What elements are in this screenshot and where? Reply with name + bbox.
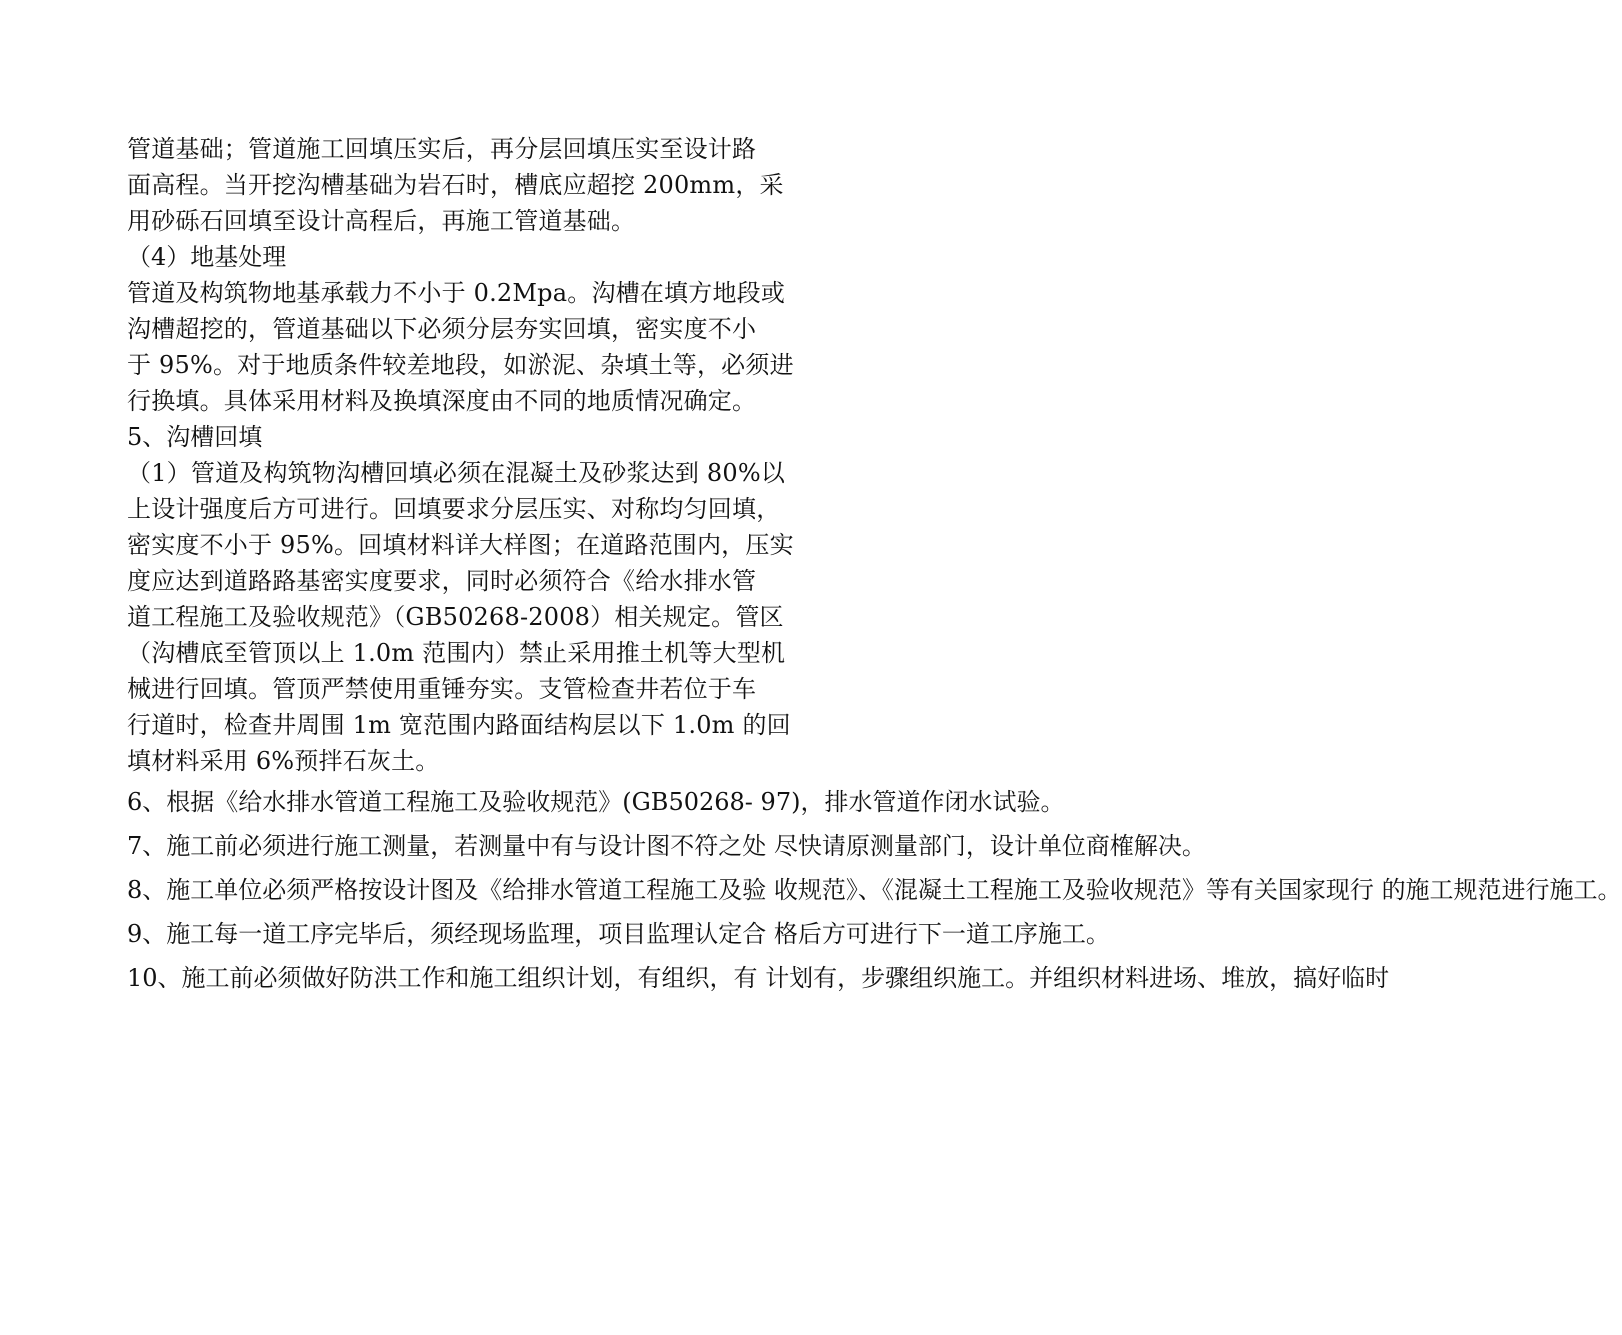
- item-8: [127, 872, 1622, 908]
- heading-trench-backfill: 5、沟槽回填: [127, 423, 263, 451]
- text-line: 填材料采用 6%预拌石灰土。: [127, 747, 440, 775]
- text-line: 格后方可进行下一道工序施工。: [773, 920, 1110, 948]
- text-line: 度应达到道路路基密实度要求，同时必须符合《给水排水管: [127, 567, 757, 595]
- text-line: 6、根据《给水排水管道工程施工及验收规范》(GB50268-: [127, 788, 753, 816]
- text-line: （沟槽底至管顶以上 1.0m 范围内）禁止采用推土机等大型机: [127, 639, 786, 667]
- text-line: 用砂砾石回填至设计高程后，再施工管道基础。: [127, 207, 636, 235]
- heading-foundation-treatment: （4）地基处理: [127, 243, 287, 271]
- text-line: 9、施工每一道工序完毕后，须经现场监理，项目监理认定合: [127, 920, 767, 948]
- item-10: [127, 960, 1390, 996]
- item-9: [127, 916, 1110, 952]
- text-line: 上设计强度后方可进行。回填要求分层压实、对称均匀回填，: [127, 495, 781, 523]
- paragraph-pipe-foundation: [127, 131, 827, 239]
- text-line: （1）管道及构筑物沟槽回填必须在混凝土及砂浆达到 80%以: [127, 459, 786, 487]
- text-line: 尽快请原测量部门，设计单位商榷解决。: [773, 832, 1206, 860]
- text-line: 密实度不小于 95%。回填材料详大样图；在道路范围内，压实: [127, 531, 794, 559]
- text-line: 收规范》、《混凝土工程施工及验收规范》等有关国家现行: [773, 876, 1374, 904]
- text-line: 道工程施工及验收规范》（GB50268-2008）相关规定。管区: [127, 603, 784, 631]
- text-line: 10、施工前必须做好防洪工作和施工组织计划，有组织，有: [127, 964, 758, 992]
- document-body: [127, 131, 1622, 996]
- text-line: 的施工规范进行施工。: [1381, 876, 1622, 904]
- text-line: 行道时，检查井周围 1m 宽范围内路面结构层以下 1.0m 的回: [127, 711, 791, 739]
- text-line: 计划有，步骤组织施工。并组织材料进场、堆放，搞好临时: [765, 964, 1390, 992]
- text-line: 97)，排水管道作闭水试验。: [760, 788, 1065, 816]
- text-line: 管道基础；管道施工回填压实后，再分层回填压实至设计路: [127, 135, 757, 163]
- paragraph-foundation-treatment: [127, 275, 827, 419]
- text-line: 管道及构筑物地基承载力不小于 0.2Mpa。沟槽在填方地段或: [127, 279, 786, 307]
- text-line: 7、施工前必须进行施工测量，若测量中有与设计图不符之处: [127, 832, 767, 860]
- item-6: [127, 784, 1065, 820]
- paragraph-trench-backfill: [127, 455, 827, 779]
- text-line: 沟槽超挖的，管道基础以下必须分层夯实回填，密实度不小: [127, 315, 757, 343]
- text-line: 于 95%。对于地质条件较差地段，如淤泥、杂填土等，必须进: [127, 351, 794, 379]
- text-line: 8、施工单位必须严格按设计图及《给排水管道工程施工及验: [127, 876, 767, 904]
- text-line: 行换填。具体采用材料及换填深度由不同的地质情况确定。: [127, 387, 757, 415]
- item-7: [127, 828, 1206, 864]
- text-line: 械进行回填。管顶严禁使用重锤夯实。支管检查井若位于车: [127, 675, 757, 703]
- text-line: 面高程。当开挖沟槽基础为岩石时，槽底应超挖 200mm，采: [127, 171, 784, 199]
